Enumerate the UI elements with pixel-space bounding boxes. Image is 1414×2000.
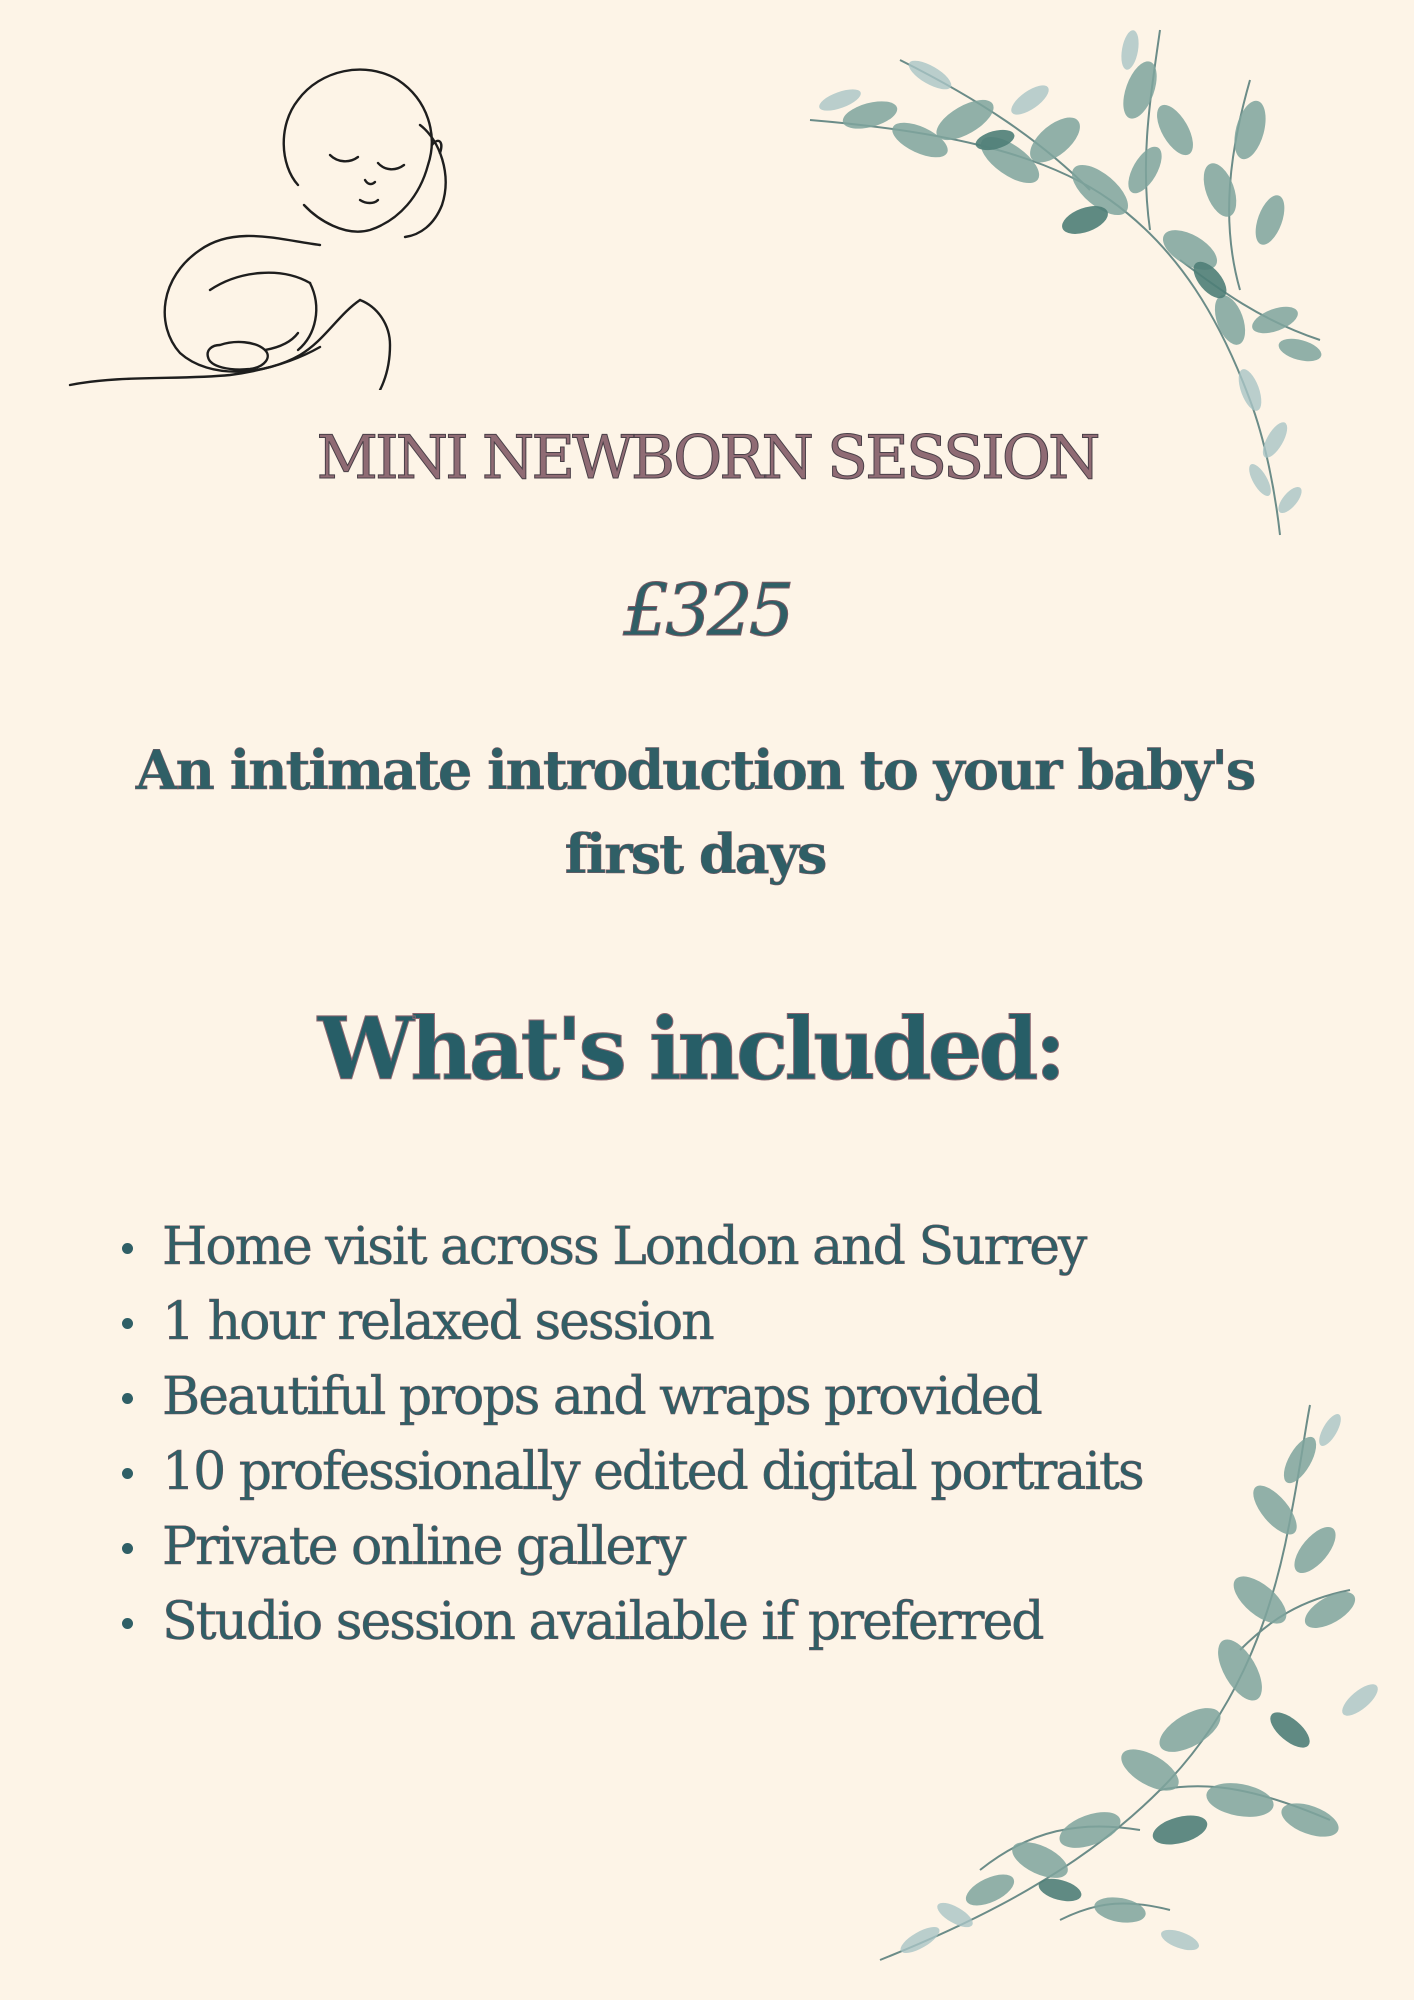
list-item-text: 10 professionally edited digital portraits — [162, 1442, 1143, 1502]
list-item — [118, 1435, 1238, 1510]
included-heading: What's included: — [317, 999, 1063, 1100]
session-price: £325 — [623, 568, 791, 652]
list-item — [118, 1285, 1238, 1360]
bullet-icon — [122, 1393, 133, 1404]
list-item — [118, 1585, 1238, 1660]
bullet-icon — [122, 1543, 133, 1554]
list-item-text: Private online gallery — [162, 1517, 685, 1577]
list-item-text: Studio session available if preferred — [162, 1592, 1043, 1652]
list-item-text: Home visit across London and Surrey — [162, 1217, 1086, 1277]
bullet-icon — [122, 1618, 133, 1629]
session-tagline: An intimate introduction to your baby's first days — [135, 738, 1255, 886]
bullet-icon — [122, 1243, 133, 1254]
session-title: MINI NEWBORN SESSION — [316, 423, 1098, 493]
list-item-text: Beautiful props and wraps provided — [162, 1367, 1041, 1427]
list-item-text: 1 hour relaxed session — [162, 1292, 713, 1352]
included-list — [118, 1210, 1238, 1660]
bullet-icon — [122, 1318, 133, 1329]
bullet-icon — [122, 1468, 133, 1479]
newborn-illustration-icon — [60, 45, 480, 390]
list-item — [118, 1210, 1238, 1285]
list-item — [118, 1360, 1238, 1435]
list-item — [118, 1510, 1238, 1585]
